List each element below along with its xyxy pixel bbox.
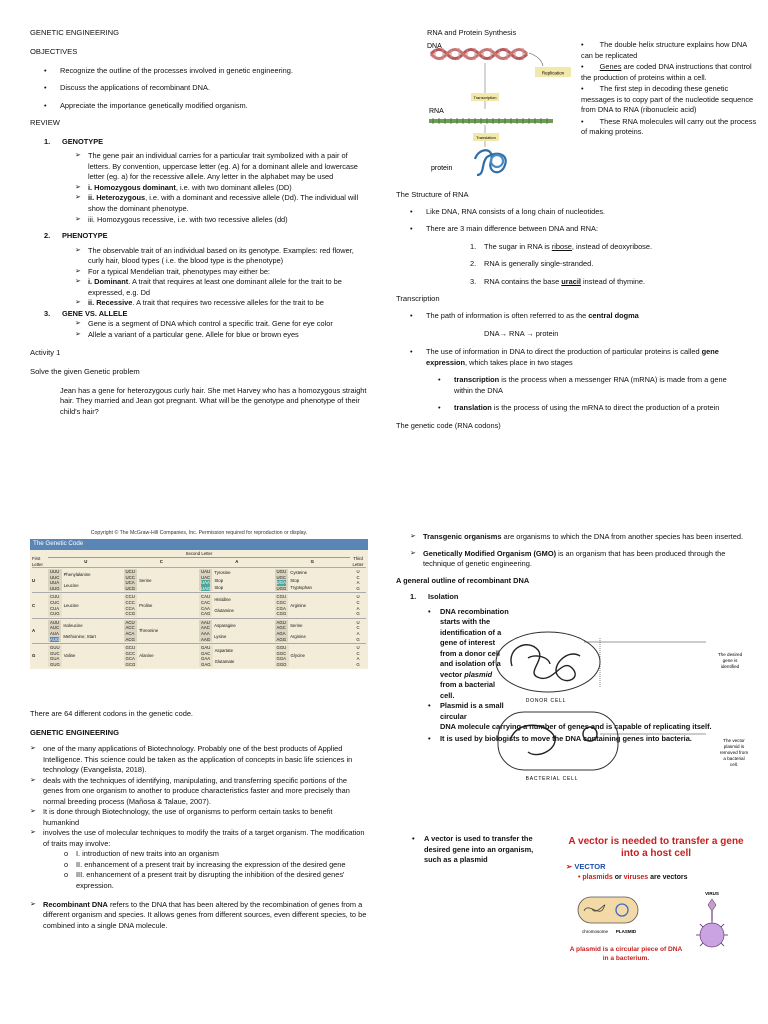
- ge-point: ➢ involves the use of molecular techniques to modify the traits of a target organism. The modification of traits may involve:: [30, 828, 368, 849]
- amino-acid: Methionine; Start: [63, 633, 96, 639]
- codon-cell: [48, 594, 124, 616]
- ge-point: ➢ one of the many applications of Biotechnology. Probably one of the best products of Applied Intelligence. This science could be taken as the application of concepts in basic life sciences in technology (Evangelista, 2018).: [30, 744, 368, 776]
- translation-stage: • translation is the process of using the mRNA to direct the production of a protein: [424, 403, 741, 414]
- activity-instruction: Solve the given Genetic problem: [30, 366, 140, 376]
- codon: GGC: [276, 650, 287, 656]
- phenotype-definition: ➢ The observable trait of an individual based on its genotype. Examples: red flower, curly hair, blood types ( i.e. the blood type is the phenotype): [75, 246, 370, 267]
- codon: UUA: [50, 580, 60, 586]
- virus-icon: [696, 899, 728, 947]
- codon-cell: [124, 620, 200, 642]
- amino-acid: Serine: [139, 577, 152, 583]
- bacterial-cell: [498, 712, 618, 770]
- third-base: U: [356, 594, 360, 600]
- vector-plasmid-note: The vector plasmid is removed from a bacterial cell.: [719, 738, 749, 767]
- donor-cell-label: DONOR CELL: [525, 698, 567, 704]
- genetic-engineering-section: [30, 709, 368, 931]
- codon: GCC: [125, 650, 136, 656]
- codon: UAA: [201, 580, 210, 586]
- virus-label: VIRUS: [705, 890, 719, 896]
- transcription-label: Transcription: [473, 94, 497, 100]
- column-letter: U: [84, 559, 88, 565]
- codon: CUA: [50, 605, 60, 611]
- amino-acid: Lysine: [214, 633, 227, 639]
- amino-acid: Stop: [214, 584, 224, 590]
- codon: AGA: [276, 630, 286, 636]
- amino-acid: Alanine: [139, 653, 154, 659]
- amino-acid: Stop: [290, 577, 300, 583]
- column-letter: C: [159, 559, 163, 565]
- definitions-list: [410, 532, 746, 570]
- rna-protein-synthesis-figure: [425, 39, 575, 179]
- page-title: GENETIC ENGINEERING: [30, 28, 120, 37]
- amino-acid: Serine: [290, 622, 303, 628]
- ge-point: ➢ deals with the techniques of identifying, manipulating, and transferring specific portions of the genes from one organism to another to produce characteristics faster and more precisely than normal breeding process (Mañosa & Talaue, 2007).: [30, 776, 368, 808]
- codon: CGC: [276, 600, 287, 606]
- amino-acid: Proline: [139, 602, 153, 608]
- allele-definition: ➢ Allele a variant of a particular gene. Allele for blue or brown eyes: [75, 330, 370, 341]
- third-base: A: [356, 630, 360, 636]
- rna-label: RNA: [429, 107, 444, 115]
- modification-item: o III. enhancement of a present trait by disrupting the inhibition of the desired genes' expression.: [60, 870, 368, 891]
- codon: CGG: [276, 611, 287, 617]
- rna-structure-section: [396, 190, 741, 431]
- bacterial-cell-label: BACTERIAL CELL: [525, 776, 579, 782]
- genotype-definition: ➢ The gene pair an individual carries for a particular trait symbolized with a pair of letters. By convention, uppercase letter (eg. A) for a dominant allele and lowercase letter (eg. a) for the recessive allele. Any letter in the alphabet may be used: [75, 151, 370, 183]
- gene-allele-list: [75, 319, 370, 340]
- codon-cell: [124, 594, 200, 616]
- objectives-heading: OBJECTIVES: [30, 46, 78, 56]
- amino-acid: Phenylalanine: [63, 571, 91, 577]
- objective-item: • Recognize the outline of the processes involved in genetic engineering.: [30, 66, 370, 77]
- rna-fact: • The first step in decoding these genetic messages is to copy part of the nucleotide sequence from DNA to RNA (ribonucleic acid): [581, 84, 754, 115]
- dna-helix: [431, 48, 527, 60]
- codon-cell: [199, 620, 275, 642]
- codon: GGA: [276, 656, 287, 662]
- vector-types: • plasmids or viruses are vectors: [578, 873, 688, 881]
- amino-acid: Leucine: [63, 583, 79, 589]
- codon-row: [32, 592, 366, 617]
- amino-acid: Aspartate: [214, 647, 233, 653]
- codon: UGG: [276, 585, 287, 591]
- third-base: C: [356, 600, 360, 606]
- third-base: A: [356, 580, 360, 586]
- desired-gene-note: The desired gene is identified: [717, 652, 743, 669]
- codon-cell: [275, 645, 351, 667]
- amino-acid: Threonine: [138, 628, 159, 634]
- third-base: U: [356, 645, 360, 651]
- codon: UCU: [125, 569, 135, 575]
- outline-heading: A general outline of recombinant DNA: [396, 575, 530, 585]
- modification-item: o I. introduction of new traits into an organism: [60, 849, 368, 860]
- gene-expression-bullet: • The use of information in DNA to direct the production of particular proteins is called gene expression, which takes place in two stages: [396, 347, 741, 368]
- phenotype-list: [75, 246, 370, 309]
- codon: CUC: [50, 600, 60, 606]
- amino-acid: Isoleucine: [63, 622, 83, 628]
- protein-icon: [475, 150, 506, 175]
- transcription-stage: • transcription is the process when a messenger RNA (mRNA) is made from a gene within the DNA: [424, 375, 741, 396]
- rna-fact: • These RNA molecules will carry out the process of making proteins.: [581, 116, 757, 137]
- recombinant-dna-point: ➢ Recombinant DNA refers to the DNA that has been altered by the recombination of genes from a different organism and species. It allows genes from different sources, even different species, to be combined into a single DNA molecule.: [30, 900, 368, 932]
- codon: UUG: [50, 585, 60, 591]
- difference-item: 3. RNA contains the base uracil instead of thymine.: [470, 276, 646, 286]
- codon: UGC: [276, 574, 287, 580]
- codon-cell: [199, 594, 275, 616]
- codon: GAA: [201, 656, 211, 662]
- codon: CGA: [276, 605, 286, 611]
- third-base: G: [356, 585, 360, 591]
- codon: CAC: [201, 600, 211, 606]
- codon: CCG: [125, 611, 136, 617]
- codon: CAU: [201, 594, 211, 600]
- amino-acid: Arginine: [290, 633, 306, 639]
- genotype-list: [75, 151, 370, 225]
- amino-acid: Arginine: [290, 602, 307, 608]
- isolation-heading: 1. Isolation: [410, 592, 459, 602]
- vector-figure: [566, 836, 746, 976]
- codon: UAC: [201, 574, 211, 580]
- genotype-homozygous-dominant: ➢ i. Homozygous dominant, i.e. with two dominant alleles (DD): [75, 183, 370, 194]
- codon: UUU: [50, 569, 60, 575]
- codon: AGG: [276, 636, 287, 642]
- gmo-definition: ➢ Genetically Modified Organism (GMO) is an organism that has been produced through the technique of genetic engineering.: [410, 549, 746, 570]
- bacterium-icon: [578, 897, 638, 923]
- third-base: A: [356, 656, 360, 662]
- codon: AUA: [50, 630, 59, 636]
- amino-acid: Valine: [63, 653, 76, 659]
- third-base: U: [356, 619, 360, 625]
- first-base: U: [32, 577, 36, 583]
- phenotype-recessive: ➢ ii. Recessive. A trait that requires two recessive alleles for the trait to be: [75, 298, 370, 309]
- third-base: A: [356, 605, 360, 611]
- rna-fact: • Genes are coded DNA instructions that control the production of proteins within a cell.: [581, 62, 752, 82]
- codon-table: [30, 550, 368, 669]
- codon: GCU: [125, 645, 136, 651]
- codon-row: [32, 567, 366, 592]
- central-dogma-bullet: • The path of information is often referred to as the central dogma: [396, 311, 741, 322]
- codon: GUA: [50, 656, 60, 662]
- review-heading: REVIEW: [30, 118, 60, 128]
- structure-bullet: • Like DNA, RNA consists of a long chain of nucleotides.: [396, 207, 741, 218]
- codon: ACU: [125, 619, 135, 625]
- codon: AAG: [201, 636, 211, 642]
- vector-note: • A vector is used to transfer the desired gene into an organism, such as a plasmid: [412, 834, 534, 865]
- codon: CAA: [201, 605, 210, 611]
- amino-acid: Glutamate: [214, 659, 235, 665]
- plasmid-virus-illustration: [566, 883, 746, 953]
- codon: GAG: [201, 661, 211, 667]
- objective-item: • Discuss the applications of recombinant DNA.: [30, 83, 370, 94]
- rna-strand: [429, 118, 553, 124]
- codon: GUC: [50, 650, 60, 656]
- phenotype-mendelian: ➢ For a typical Mendelian trait, phenotypes may either be:: [75, 267, 370, 278]
- amino-acid: Asparagine: [214, 622, 236, 628]
- vector-label: ➢ VECTOR: [566, 862, 606, 871]
- column-letter: G: [310, 559, 314, 565]
- codon-cell: [124, 645, 200, 667]
- codon: UAU: [201, 569, 211, 575]
- codon-cell: [124, 569, 200, 591]
- vector-figure-title: A vector is needed to transfer a gene into a host cell: [568, 836, 744, 859]
- second-letter-label: Second Letter: [48, 551, 350, 558]
- plasmid-description: DNA molecule carrying a number of genes and is capable of replicating itself.: [440, 722, 712, 732]
- activity-problem: Jean has a gene for heterozygous curly hair. She met Harvey who has a homozygous straight hair. They married and Jean got pregnant. What will be the genotype and phenotype of their child's hair?: [60, 385, 367, 416]
- third-base: C: [356, 625, 360, 631]
- codon: CAG: [201, 611, 211, 617]
- expression-stages: [424, 375, 741, 414]
- genotype-heterozygous: ➢ ii. Heterozygous, i.e. with a dominant and recessive allele (Dd). The individual will show the dominant phenotype.: [75, 193, 370, 214]
- third-base: U: [356, 569, 360, 575]
- codon: CUG: [50, 611, 60, 617]
- codon: GCG: [125, 661, 136, 667]
- codon-cell: [199, 645, 275, 667]
- trait-modifications: [60, 849, 368, 891]
- codon: AUC: [50, 625, 60, 631]
- column-letter: A: [235, 559, 239, 565]
- codon: AAC: [201, 625, 210, 631]
- codon-rows: [32, 567, 366, 668]
- difference-item: 2. RNA is generally single-stranded.: [470, 259, 594, 269]
- activity-heading: Activity 1: [30, 348, 61, 358]
- codon: GCA: [125, 656, 135, 662]
- codon: UAG: [201, 585, 211, 591]
- codon: ACA: [125, 630, 135, 636]
- codon: AGU: [276, 619, 286, 625]
- first-base: G: [32, 653, 36, 659]
- modification-item: o II. enhancement of a present trait by increasing the expression of the desired gene: [60, 860, 368, 871]
- codon-row: [32, 618, 366, 643]
- codon: UGA: [276, 580, 286, 586]
- codon: UCA: [125, 580, 135, 586]
- codon: AUG: [50, 636, 60, 642]
- codon-cell: [48, 620, 124, 642]
- amino-acid: Glycine: [290, 653, 305, 659]
- third-base: C: [356, 574, 360, 580]
- first-letter-label: First Letter: [32, 556, 43, 567]
- codon: GGG: [276, 661, 287, 667]
- codon-cell: [199, 569, 275, 591]
- vector-figure-caption: A plasmid is a circular piece of DNA in a bacterium.: [569, 946, 683, 962]
- codon: UGU: [276, 569, 287, 575]
- dna-label: DNA: [427, 42, 442, 50]
- codon: GGU: [276, 645, 287, 651]
- phenotype-heading: 2. PHENOTYPE: [44, 231, 108, 241]
- codon-table-header: The Genetic Code: [30, 539, 368, 550]
- codon: CGU: [276, 594, 287, 600]
- codon-cell: [48, 645, 124, 667]
- codon: UUC: [50, 574, 60, 580]
- amino-acid: Cysteine: [290, 570, 308, 576]
- amino-acid: Leucine: [63, 602, 79, 608]
- plasmid-use: • It is used by biologists to move the DNA containing genes into bacteria.: [428, 733, 692, 743]
- translation-label: Translation: [476, 134, 496, 140]
- codon: AAA: [201, 630, 210, 636]
- codon: ACC: [125, 625, 135, 631]
- codon: AGC: [276, 625, 286, 631]
- codon: AAU: [201, 619, 210, 625]
- transcription-heading: Transcription: [396, 294, 440, 304]
- codon-cell: [275, 594, 351, 616]
- codon: GUG: [50, 661, 60, 667]
- gene-allele-heading: 3. GENE VS. ALLELE: [44, 308, 128, 318]
- objectives-list: [30, 66, 370, 112]
- codon-cell: [275, 569, 351, 591]
- third-base: G: [356, 636, 360, 642]
- isolation-point: • Plasmid is a small circular: [428, 701, 504, 721]
- transgenic-definition: ➢ Transgenic organisms are organisms to which the DNA from another species has been inserted.: [410, 532, 746, 543]
- codon-table-figure: [30, 530, 368, 669]
- codon: UCG: [125, 585, 136, 591]
- central-dogma-formula: DNA→ RNA → protein: [484, 328, 559, 338]
- genotype-heading: 1. GENOTYPE: [44, 136, 104, 146]
- phenotype-dominant: ➢ i. Dominant. A trait that requires at least one dominant allele for the trait to be expressed, e.g. Dd: [75, 277, 370, 298]
- first-base: A: [32, 628, 36, 634]
- rna-facts-list: [581, 40, 759, 138]
- rna-diagram: [425, 28, 575, 178]
- protein-label: protein: [431, 164, 453, 172]
- amino-acid: Tyrosine: [214, 570, 231, 576]
- codon-cell: [48, 569, 124, 591]
- genotype-homozygous-recessive: ➢ iii. Homozygous recessive, i.e. with two recessive alleles (dd): [75, 215, 370, 226]
- codon: CCU: [125, 594, 135, 600]
- third-letter-label: Third Letter: [352, 556, 364, 567]
- codon: GAU: [201, 645, 211, 651]
- codon: GAC: [201, 650, 211, 656]
- codon: UCC: [125, 574, 135, 580]
- dna-rna-differences: [470, 242, 741, 288]
- rna-diagram-title: RNA and Protein Synthesis: [427, 28, 517, 37]
- amino-acid: Histidine: [214, 597, 231, 603]
- codon: AUU: [50, 619, 60, 625]
- ge-point: ➢ It is done through Biotechnology, the use of organisms to perform certain tasks to benefit humankind: [30, 807, 368, 828]
- amino-acid: Glutamine: [214, 608, 234, 614]
- codon: ACG: [125, 636, 135, 642]
- isolation-point: • DNA recombination starts with the identification of a gene of interest from a donor cell and isolation of a vector plasmid from a bacterial cell.: [428, 606, 509, 700]
- structure-bullet: • There are 3 main difference between DNA and RNA:: [396, 224, 741, 235]
- codon: CUU: [50, 594, 60, 600]
- codon: CCC: [125, 600, 135, 606]
- plasmid-label: PLASMID: [615, 928, 637, 934]
- amino-acid: Stop: [214, 577, 224, 583]
- genetic-code-heading: The genetic code (RNA codons): [396, 420, 501, 430]
- genetic-engineering-heading: GENETIC ENGINEERING: [30, 727, 120, 737]
- structure-heading: The Structure of RNA: [396, 190, 469, 199]
- left-top-section: [30, 28, 370, 417]
- amino-acid: Tryptophan: [290, 584, 312, 590]
- genetic-engineering-list: [30, 744, 368, 931]
- third-base: C: [356, 650, 360, 656]
- first-base: C: [32, 602, 36, 608]
- rna-fact: • The double helix structure explains how DNA can be replicated: [581, 40, 747, 60]
- objective-item: • Appreciate the importance genetically modified organism.: [30, 101, 370, 112]
- codon-count-note: There are 64 different codons in the genetic code.: [30, 709, 193, 718]
- codon-cell: [275, 620, 351, 642]
- codon: CCA: [125, 605, 135, 611]
- donor-cell: [496, 632, 600, 692]
- third-base: G: [356, 611, 360, 617]
- isolation-diagram: [488, 628, 766, 784]
- third-base: G: [356, 661, 360, 667]
- copyright-note: Copyright © The McGraw-Hill Companies, Inc. Permission required for reproduction or display.: [90, 530, 308, 536]
- codon-row: [32, 643, 366, 668]
- codon: GUU: [50, 645, 60, 651]
- replication-label: Replication: [541, 70, 565, 76]
- gene-definition: ➢ Gene is a segment of DNA which control a specific trait. Gene for eye color: [75, 319, 370, 330]
- chromosome-label: chromosome: [582, 928, 609, 934]
- difference-item: 1. The sugar in RNA is ribose, instead of deoxyribose.: [470, 241, 653, 251]
